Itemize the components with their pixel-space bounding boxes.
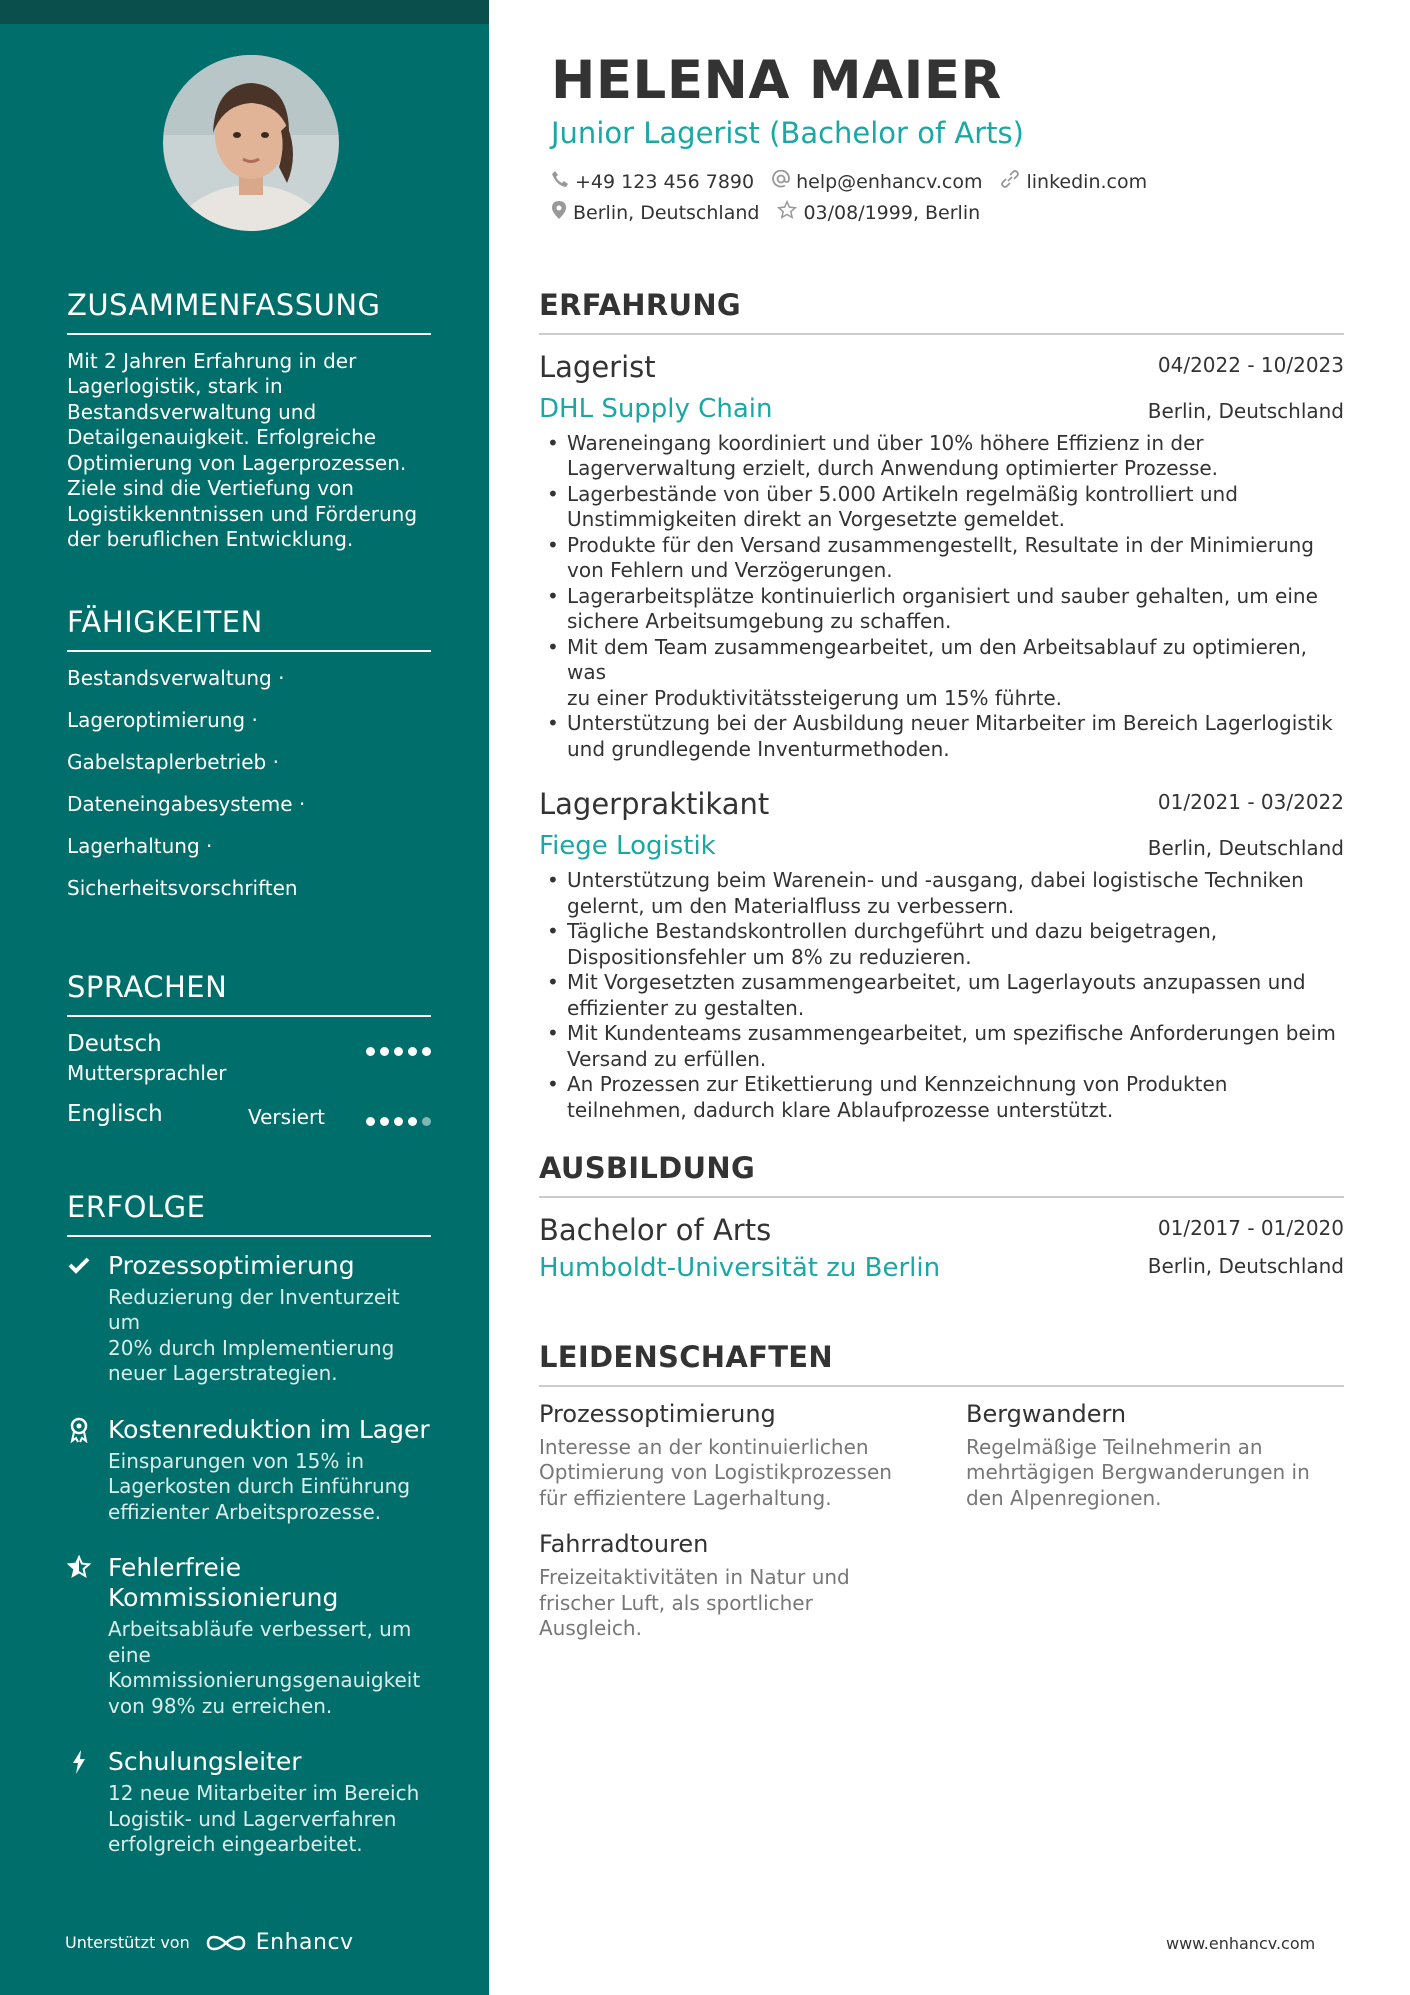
rating-dot-filled: [408, 1117, 417, 1126]
job-bullet: [539, 482, 1344, 533]
job-bullet: [539, 584, 1344, 635]
phone-text: +49 123 456 7890: [575, 170, 755, 193]
contact-link[interactable]: [1000, 170, 1147, 193]
job-title: Lagerist: [539, 349, 656, 384]
job-date: 01/2021 - 03/2022: [1157, 790, 1344, 815]
passion-desc-line: Interesse an der kontinuierlichen: [539, 1434, 869, 1459]
achievement-title-line: Kostenreduktion im Lager: [108, 1414, 430, 1444]
summary-line: Detailgenauigkeit. Erfolgreiche: [67, 425, 377, 450]
achievement-desc: [108, 1617, 431, 1719]
sidebar: [0, 0, 489, 1995]
contact-location: [551, 200, 759, 225]
lightning-bolt-icon: [67, 1749, 93, 1775]
achievement-desc: [108, 1285, 431, 1387]
job-entry: [539, 786, 1344, 1123]
skill-item: Lagerhaltung ·: [67, 833, 213, 858]
achievement-desc-line: neuer Lagerstrategien.: [108, 1361, 338, 1386]
passion-desc-line: mehrtägigen Bergwanderungen in: [966, 1460, 1310, 1485]
achievements-section: [67, 1190, 431, 1886]
passion-desc-line: Ausgleich.: [539, 1616, 642, 1641]
job-bullet: [539, 919, 1344, 970]
passion-desc-line: Freizeitaktivitäten in Natur und: [539, 1565, 850, 1590]
star-icon: [777, 200, 803, 225]
bullet-line: teilnehmen, dadurch klare Ablaufprozesse unterstützt.: [567, 1097, 1114, 1122]
education-location: Berlin, Deutschland: [1147, 1253, 1344, 1278]
degree: Bachelor of Arts: [539, 1212, 772, 1247]
achievement-desc-line: von 98% zu erreichen.: [108, 1693, 333, 1718]
skill-item: Lageroptimierung ·: [67, 707, 258, 732]
job-company: DHL Supply Chain: [539, 393, 773, 424]
bullet-line: von Fehlern und Verzögerungen.: [567, 558, 893, 583]
job-bullet: [539, 431, 1344, 482]
job-date: 04/2022 - 10/2023: [1157, 352, 1344, 377]
passion-title: Fahrradtouren: [539, 1530, 709, 1559]
skills-title: FÄHIGKEITEN: [67, 605, 431, 652]
bullet-line: sichere Arbeitsumgebung zu schaffen.: [567, 609, 952, 634]
bullet-line: • An Prozessen zur Etikettierung und Kennzeichnung von Produkten: [567, 1072, 1228, 1097]
bullet-line: zu einer Produktivitätssteigerung um 15% führte.: [567, 685, 1062, 710]
languages-section: [67, 970, 431, 1161]
rating-dot-filled: [394, 1047, 403, 1056]
bullet-line: gelernt, um den Materialfluss zu verbessern.: [567, 893, 1015, 918]
achievement-title-line: Schulungsleiter: [108, 1747, 302, 1777]
job-bullet: [539, 868, 1344, 919]
achievement-item: [67, 1747, 431, 1858]
bullet-line: • Wareneingang koordiniert und über 10% höhere Effizienz in der: [567, 430, 1204, 455]
link-icon: [1000, 170, 1026, 193]
contact-email[interactable]: [772, 170, 982, 193]
achievement-desc-line: Logistik- und Lagerverfahren: [108, 1806, 397, 1831]
bullet-line: effizienter zu gestalten.: [567, 995, 805, 1020]
contact-row: [551, 170, 1165, 193]
bullet-line: • Mit Kundenteams zusammengearbeitet, um spezifische Anforderungen beim: [567, 1021, 1336, 1046]
contact-row: [551, 200, 998, 225]
skill-item: Gabelstaplerbetrieb ·: [67, 749, 279, 774]
languages-title: SPRACHEN: [67, 970, 431, 1017]
checkmark-icon: [67, 1253, 93, 1279]
bullet-line: • Lagerbestände von über 5.000 Artikeln regelmäßig kontrolliert und: [567, 481, 1238, 506]
profile-photo: [163, 55, 339, 231]
rating-dot-filled: [394, 1117, 403, 1126]
passion-desc-line: für effizientere Lagerhaltung.: [539, 1485, 832, 1510]
passions-section: [539, 1340, 1344, 1660]
job-bullet: [539, 533, 1344, 584]
achievement-desc-line: Arbeitsabläufe verbessert, um: [108, 1617, 412, 1642]
sidebar-top-bar: [0, 0, 489, 24]
summary-line: Mit 2 Jahren Erfahrung in der: [67, 348, 357, 373]
language-level: Versiert: [248, 1104, 326, 1129]
education-entry: [539, 1212, 1344, 1284]
education-title: AUSBILDUNG: [539, 1151, 1344, 1198]
bullet-line: • Tägliche Bestandskontrollen durchgeführt und dazu beigetragen,: [567, 919, 1218, 944]
summary-line: Lagerlogistik, stark in: [67, 374, 283, 399]
achievement-desc-line: 12 neue Mitarbeiter im Bereich: [108, 1781, 420, 1806]
bullet-line: Unstimmigkeiten direkt an Vorgesetzte gemeldet.: [567, 507, 1066, 532]
education-date: 01/2017 - 01/2020: [1157, 1215, 1344, 1240]
bullet-line: • Unterstützung bei der Ausbildung neuer Mitarbeiter im Bereich Lagerlogistik: [567, 711, 1333, 736]
achievement-desc: [108, 1781, 431, 1858]
passions-title: LEIDENSCHAFTEN: [539, 1340, 1344, 1387]
footer-url[interactable]: www.enhancv.com: [1166, 1934, 1316, 1953]
achievement-desc-line: effizienter Arbeitsprozesse.: [108, 1499, 382, 1524]
bullet-line: Versand zu erfüllen.: [567, 1046, 767, 1071]
job-company: Fiege Logistik: [539, 831, 716, 862]
bullet-line: Lagerverwaltung erzielt, durch Anwendung optimierter Prozesse.: [567, 456, 1219, 481]
achievement-title-line: Prozessoptimierung: [108, 1250, 355, 1280]
rating-dot-filled: [408, 1047, 417, 1056]
summary-text: [67, 349, 431, 553]
skill-item: Dateneingabesysteme ·: [67, 791, 306, 816]
passion-desc: [539, 1565, 966, 1642]
passion-desc: [966, 1435, 1344, 1512]
job-title: Lagerpraktikant: [539, 787, 770, 822]
achievement-desc-line: Reduzierung der Inventurzeit um: [108, 1284, 400, 1335]
summary-line: Ziele sind die Vertiefung von: [67, 476, 354, 501]
skills-section: [67, 605, 431, 918]
bullet-line: und grundlegende Inventurmethoden.: [567, 736, 950, 761]
achievement-desc-line: Einsparungen von 15% in: [108, 1448, 364, 1473]
location-pin-icon: [551, 200, 573, 225]
language-rating: [361, 1041, 431, 1060]
powered-by: [65, 1930, 354, 1955]
candidate-name: HELENA MAIER: [551, 50, 1002, 111]
rating-dot-filled: [380, 1047, 389, 1056]
job-location: Berlin, Deutschland: [1147, 836, 1344, 861]
passion-title: Bergwandern: [966, 1399, 1127, 1428]
location-text: Berlin, Deutschland: [573, 201, 760, 224]
job-bullets: [539, 868, 1344, 1123]
achievement-title: [108, 1415, 431, 1445]
language-level: Muttersprachler: [67, 1060, 227, 1085]
job-bullets: [539, 431, 1344, 763]
achievement-title: [108, 1747, 431, 1777]
passion-desc-line: Regelmäßige Teilnehmerin an: [966, 1434, 1263, 1459]
achievement-title: [108, 1251, 431, 1281]
enhancv-logo-icon: [204, 1932, 248, 1954]
summary-section: [67, 288, 431, 553]
rating-dot-filled: [380, 1117, 389, 1126]
email-text: help@enhancv.com: [796, 170, 983, 193]
bullet-line: • Unterstützung beim Warenein- und -ausgang, dabei logistische Techniken: [567, 868, 1304, 893]
experience-section: [539, 288, 1344, 1123]
rating-dot-filled: [422, 1047, 431, 1056]
bullet-line: • Produkte für den Versand zusammengestellt, Resultate in der Minimierung: [567, 532, 1314, 557]
at-sign-icon: [772, 170, 796, 193]
achievement-desc-line: erfolgreich eingearbeitet.: [108, 1832, 363, 1857]
rating-dot-empty: [422, 1117, 431, 1126]
rating-dot-filled: [366, 1117, 375, 1126]
star-half-icon: [67, 1555, 93, 1581]
summary-line: Bestandsverwaltung und: [67, 399, 317, 424]
passion-desc-line: Optimierung von Logistikprozessen: [539, 1460, 892, 1485]
language-row: [67, 1101, 431, 1161]
achievement-title-line: Fehlerfreie: [108, 1553, 242, 1583]
skill-item: Sicherheitsvorschriften: [67, 875, 298, 900]
bullet-line: • Mit dem Team zusammengearbeitet, um den Arbeitsablauf zu optimieren, was: [567, 634, 1308, 685]
phone-icon: [551, 170, 575, 193]
summary-line: Optimierung von Lagerprozessen.: [67, 450, 407, 475]
job-location: Berlin, Deutschland: [1147, 398, 1344, 423]
job-bullet: [539, 970, 1344, 1021]
bullet-line: • Lagerarbeitsplätze kontinuierlich organisiert und sauber gehalten, um eine: [567, 583, 1318, 608]
job-bullet: [539, 1072, 1344, 1123]
language-name: Englisch: [67, 1100, 163, 1127]
birth-text: 03/08/1999, Berlin: [803, 201, 981, 224]
bullet-line: Dispositionsfehler um 8% zu reduzieren.: [567, 944, 972, 969]
achievement-desc-line: eine: [108, 1642, 151, 1667]
contact-birth: [777, 200, 980, 225]
experience-title: ERFAHRUNG: [539, 288, 1344, 335]
passion-item: [966, 1399, 1344, 1512]
passion-item: [539, 1529, 966, 1642]
job-bullet: [539, 1021, 1344, 1072]
achievement-desc-line: Lagerkosten durch Einführung: [108, 1474, 411, 1499]
job-bullet: [539, 635, 1344, 712]
achievement-title: [108, 1553, 431, 1613]
passion-desc-line: den Alpenregionen.: [966, 1485, 1162, 1510]
language-name: Deutsch: [67, 1030, 162, 1057]
powered-by-label: Unterstützt von: [65, 1933, 190, 1952]
language-rating: [361, 1111, 431, 1130]
passion-desc: [539, 1435, 966, 1512]
achievements-title: ERFOLGE: [67, 1190, 431, 1237]
achievement-item: [67, 1553, 431, 1719]
skill-item: Bestandsverwaltung ·: [67, 665, 285, 690]
passion-desc-line: frischer Luft, als sportlicher: [539, 1590, 813, 1615]
link-text: linkedin.com: [1026, 170, 1148, 193]
contact-phone: [551, 170, 754, 193]
achievement-desc-line: 20% durch Implementierung: [108, 1335, 395, 1360]
summary-title: ZUSAMMENFASSUNG: [67, 288, 431, 335]
rating-dot-filled: [366, 1047, 375, 1056]
language-row: [67, 1031, 431, 1091]
award-ribbon-icon: [67, 1417, 93, 1443]
achievement-desc-line: Kommissionierungsgenauigkeit: [108, 1668, 421, 1693]
job-bullet: [539, 711, 1344, 762]
passions-grid: [539, 1399, 1344, 1660]
school: Humboldt-Universität zu Berlin: [539, 1252, 941, 1283]
achievement-item: [67, 1415, 431, 1526]
job-entry: [539, 349, 1344, 763]
summary-line: Logistikkenntnissen und Förderung: [67, 501, 418, 526]
achievement-item: [67, 1251, 431, 1387]
achievement-title-line: Kommissionierung: [108, 1583, 339, 1613]
achievement-desc: [108, 1449, 431, 1526]
passion-title: Prozessoptimierung: [539, 1399, 776, 1428]
bullet-line: • Mit Vorgesetzten zusammengearbeitet, um Lagerlayouts anzupassen und: [567, 970, 1306, 995]
candidate-headline: Junior Lagerist (Bachelor of Arts): [551, 116, 1024, 150]
summary-line: der beruflichen Entwicklung.: [67, 527, 354, 552]
brand-name: Enhancv: [255, 1930, 354, 1955]
education-section: [539, 1151, 1344, 1284]
passion-item: [539, 1399, 966, 1512]
